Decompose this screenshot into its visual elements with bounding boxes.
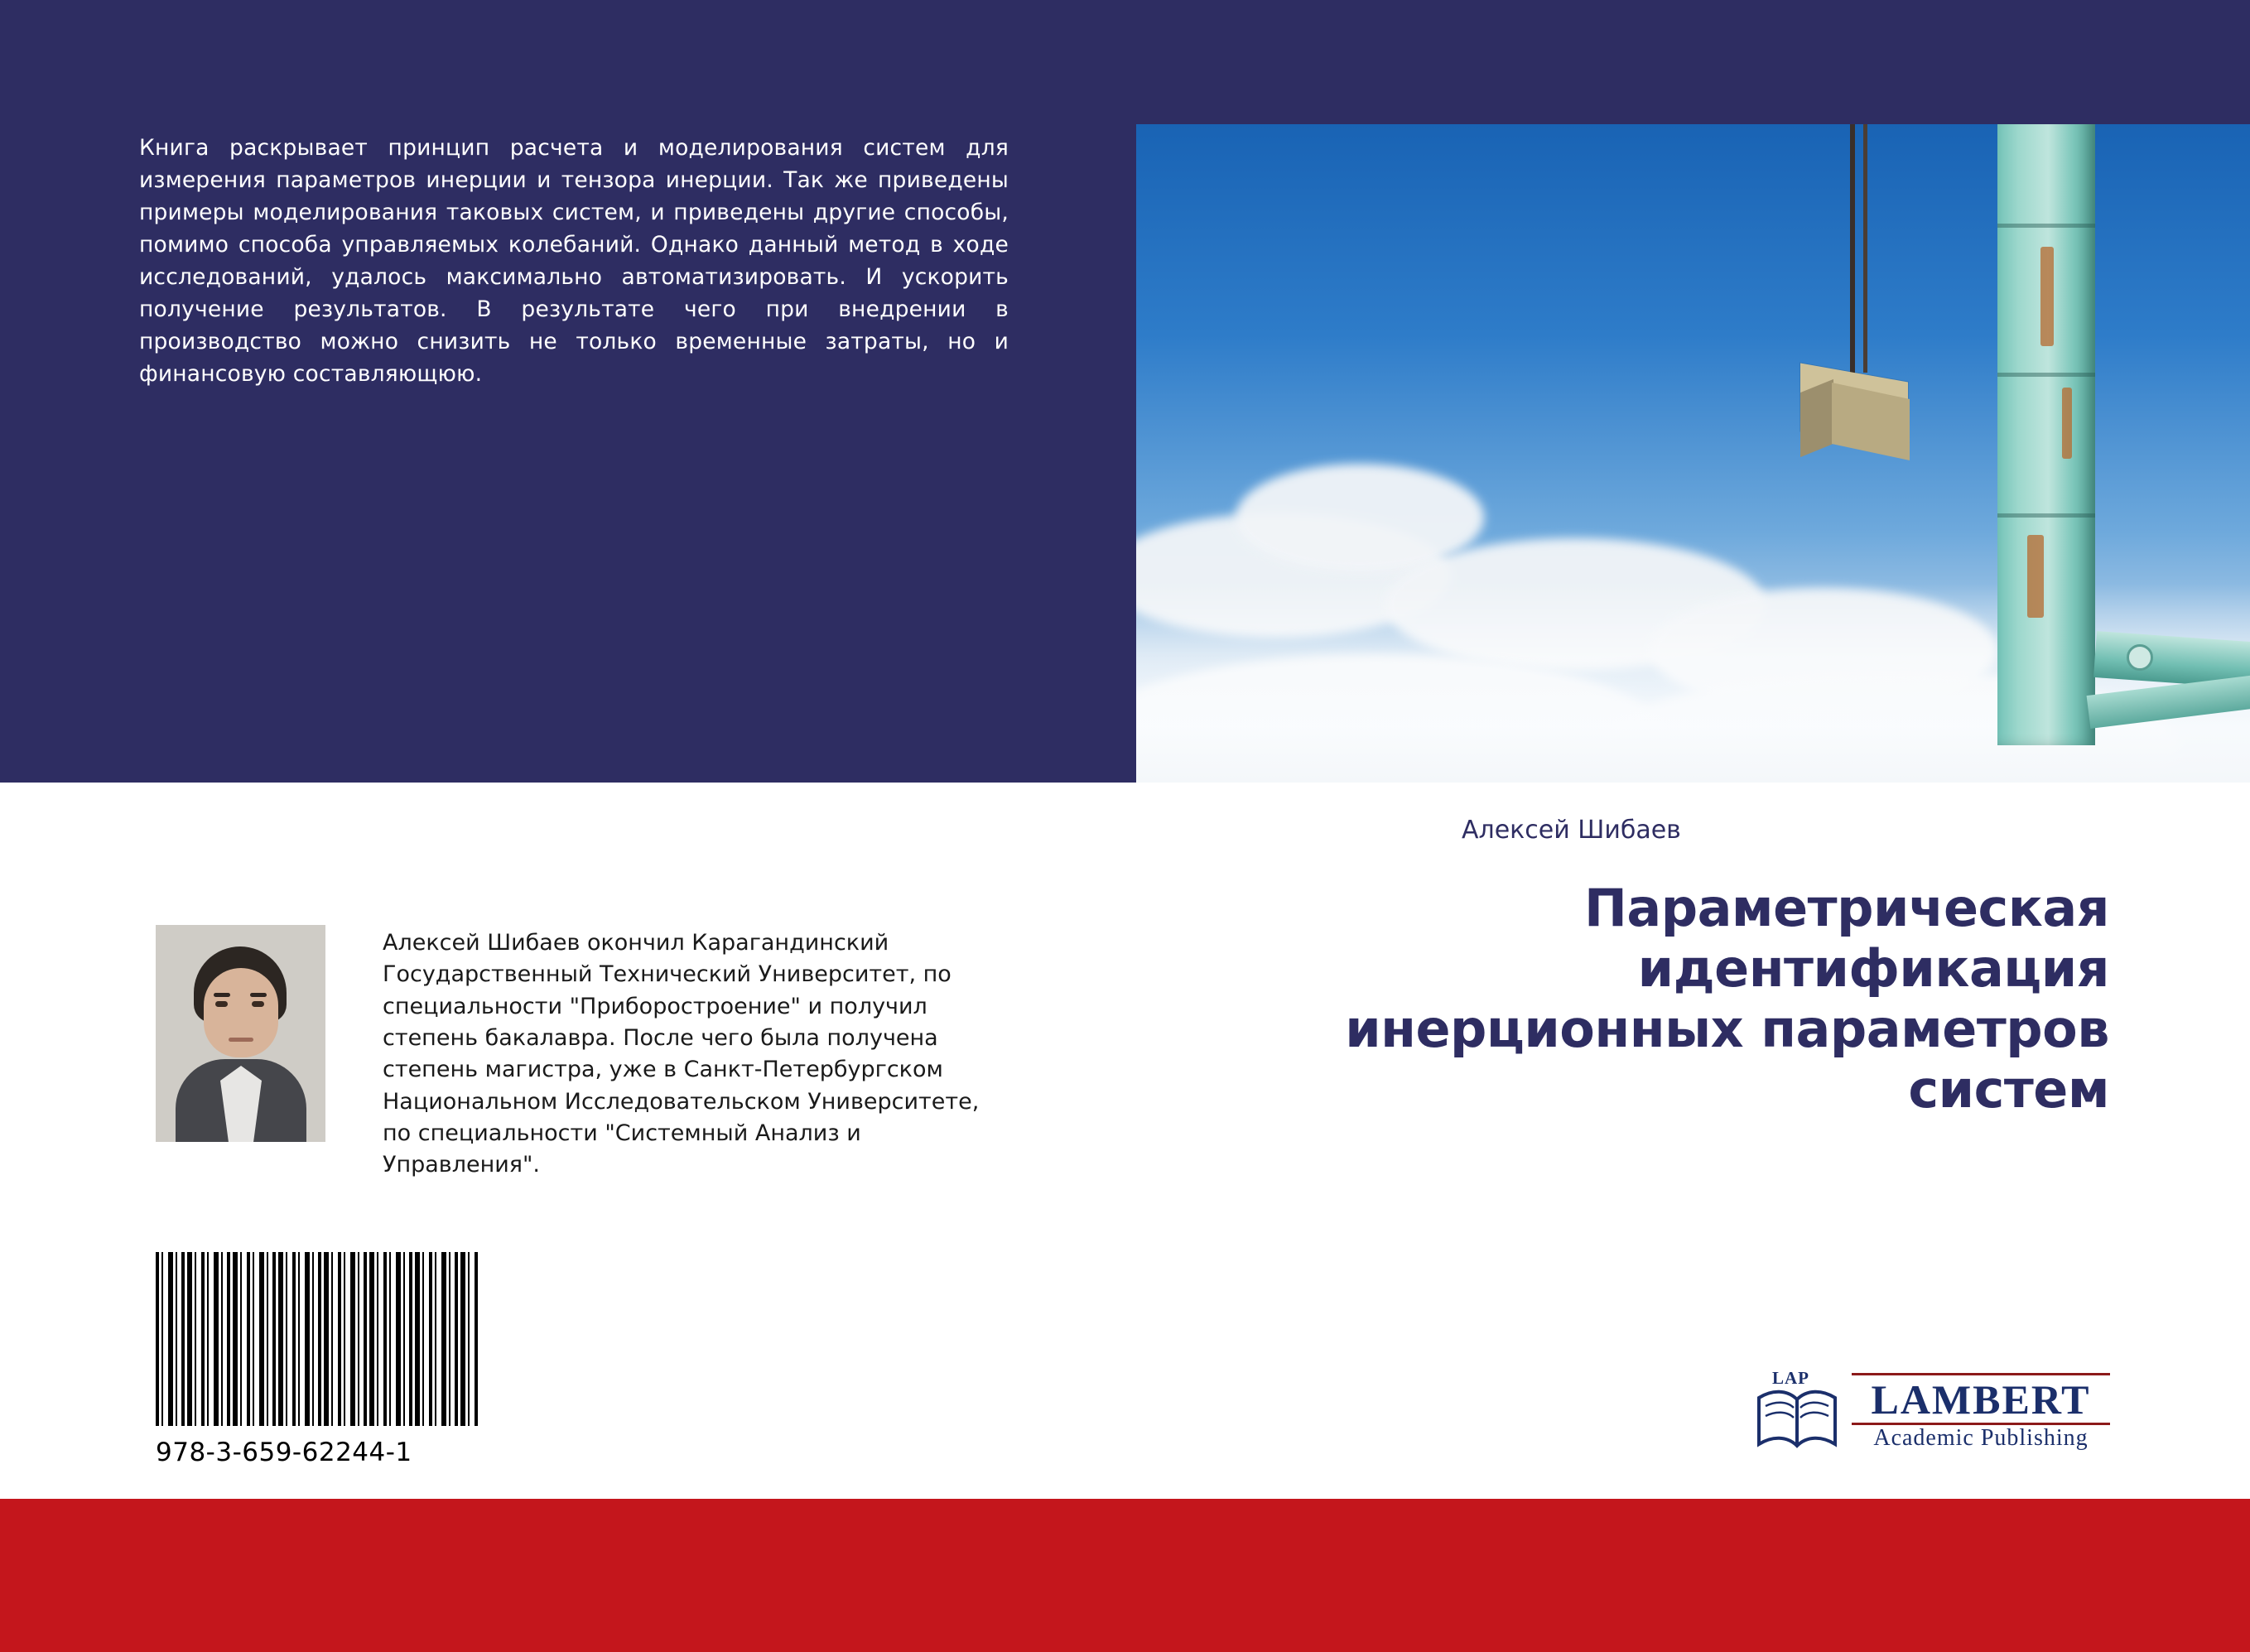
concrete-block-side: [1800, 379, 1833, 457]
publisher-wordmark: [1852, 1373, 2110, 1455]
author-biography: Алексей Шибаев окончил Карагандинский Государственный Технический Университет, по специальности "Приборостроение" и получил степень бакалавра. После чего была получена степень магистра, уже в Санкт-Петербургском Национальном Исследовательском Университете, по специальности "Системный Анализ и Управления".: [383, 930, 980, 1178]
barcode-block: [156, 1252, 487, 1467]
front-cover-photo: [1136, 124, 2250, 783]
photo-eyebrow: [250, 993, 267, 997]
barcode-image: [156, 1252, 480, 1426]
photo-eye: [215, 1001, 228, 1007]
rust-streak: [2040, 247, 2054, 346]
front-cover-title: Параметрическая идентификация инерционных параметров систем: [1345, 878, 2109, 1120]
front-cover-author: Алексей Шибаев: [1462, 816, 1681, 845]
crane-mast: [1997, 124, 2095, 745]
open-book-icon: [1754, 1380, 1840, 1456]
rust-streak: [2027, 535, 2044, 618]
crane-pin: [2127, 644, 2153, 671]
photo-eye: [252, 1001, 264, 1007]
crane-mast-seam: [1997, 513, 2095, 518]
author-photo: [156, 925, 325, 1142]
crane-mast-seam: [1997, 224, 2095, 228]
publisher-logo: [1754, 1366, 2110, 1466]
publisher-mark: LAP: [1772, 1368, 1809, 1388]
photo-face: [204, 968, 278, 1057]
photo-eyebrow: [214, 993, 230, 997]
crane-cable: [1850, 124, 1855, 383]
crane-cable: [1863, 124, 1867, 373]
rust-streak: [2062, 388, 2072, 459]
publisher-tagline: Academic Publishing: [1873, 1425, 2089, 1451]
bottom-red-band: [0, 1499, 2250, 1652]
crane-mast-seam: [1997, 373, 2095, 377]
publisher-name: LAMBERT: [1871, 1376, 2091, 1423]
back-cover-blurb: Книга раскрывает принцип расчета и моделирования систем для измерения параметров инерции и тензора инерции. Так же приведены примеры моделирования таковых систем, и приведены другие способы, помимо способа управляемых колебаний. Однако данный метод в ходе исследований, удалось максимально автоматизировать. И ускорить получение результатов. В результате чего при внедрении в производство можно снизить не только временные затраты, но и финансовую составляющюю.: [139, 135, 1009, 387]
isbn-number: 978-3-659-62244-1: [156, 1438, 412, 1467]
photo-mouth: [229, 1038, 253, 1042]
